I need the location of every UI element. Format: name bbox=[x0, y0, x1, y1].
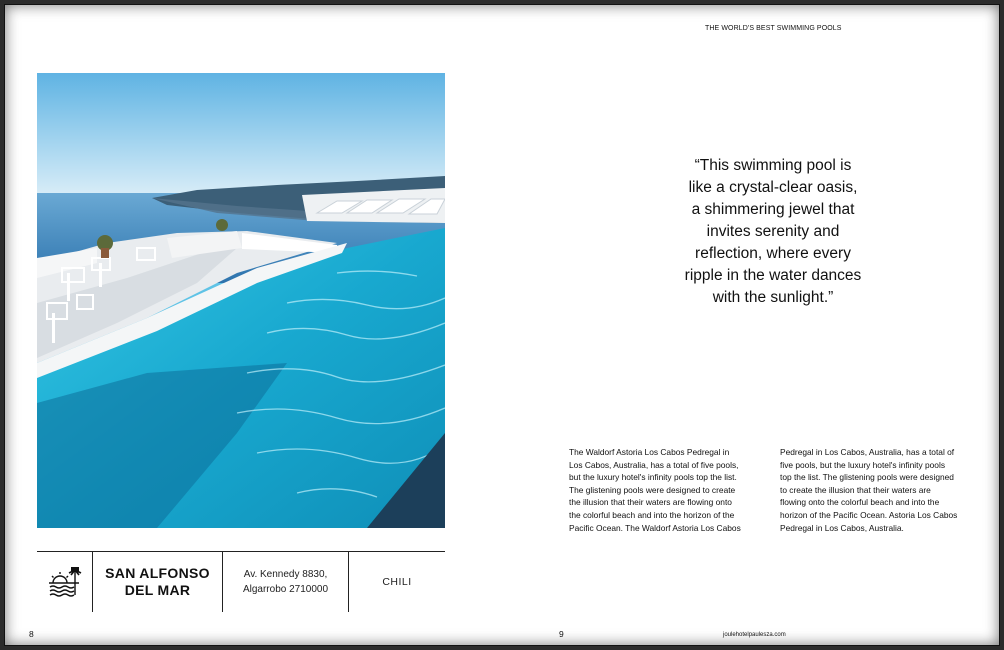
infinity-pool-photo bbox=[37, 73, 445, 528]
body-line: but the luxury hotel's infinity pools top the list. bbox=[569, 472, 737, 483]
info-icon-cell bbox=[37, 552, 93, 612]
pull-quote bbox=[645, 155, 901, 309]
body-line: the colorful beach and into the horizon of the bbox=[569, 509, 735, 520]
body-line: five pools, but the luxury hotel's infinity pools bbox=[780, 459, 946, 470]
address-cell bbox=[223, 552, 349, 612]
page-number-right: 9 bbox=[559, 629, 564, 639]
country-label: CHILI bbox=[382, 576, 412, 588]
running-head: THE WORLD'S BEST SWIMMING POOLS bbox=[705, 25, 842, 32]
quote-line: like a crystal-clear oasis, bbox=[688, 179, 858, 196]
body-line: Los Cabos, Australia, has a total of five pools, bbox=[569, 459, 739, 470]
body-text-column-left bbox=[569, 446, 769, 534]
beach-sunset-icon bbox=[47, 564, 83, 600]
quote-line: invites serenity and bbox=[706, 223, 840, 240]
body-line: horizon of the Pacific Ocean. Astoria Los Cabos bbox=[780, 509, 958, 520]
hotel-name-cell bbox=[93, 552, 223, 612]
body-text-column-right bbox=[780, 446, 980, 534]
body-line: The Waldorf Astoria Los Cabos Pedregal in bbox=[569, 447, 730, 457]
hotel-name-line-1: SAN ALFONSO bbox=[105, 565, 210, 581]
hotel-name-line-2: DEL MAR bbox=[124, 582, 191, 598]
country-cell bbox=[349, 552, 445, 612]
quote-line: “This swimming pool is bbox=[694, 157, 852, 174]
page-number-left: 8 bbox=[29, 629, 34, 639]
location-info-bar bbox=[37, 551, 445, 612]
body-line: top the list. The glistening pools were designed bbox=[780, 472, 954, 483]
body-line: Pacific Ocean. The Waldorf Astoria Los Cabos bbox=[569, 522, 741, 533]
magazine-spread bbox=[4, 4, 1000, 646]
address-line-1: Av. Kennedy 8830, bbox=[243, 569, 328, 580]
body-line: Pedregal in Los Cabos, Australia, has a total of bbox=[780, 447, 955, 457]
pool-photo-graphic bbox=[37, 73, 445, 528]
quote-line: with the sunlight.” bbox=[712, 289, 834, 306]
quote-line: a shimmering jewel that bbox=[691, 201, 855, 218]
body-line: the illusion that their waters are flowing onto bbox=[569, 497, 732, 508]
body-line: flowing onto the colorful beach and into the bbox=[780, 497, 940, 508]
body-line: Pedregal in Los Cabos, Australia. bbox=[780, 522, 904, 533]
body-line: to create the illusion that their waters are bbox=[780, 484, 931, 495]
address-line-2: Algarrobo 2710000 bbox=[242, 584, 329, 595]
body-line: The glistening pools were designed to create bbox=[569, 484, 736, 495]
website-url: joulehotelpaulesza.com bbox=[723, 632, 786, 638]
quote-line: ripple in the water dances bbox=[684, 267, 862, 284]
quote-line: reflection, where every bbox=[695, 245, 851, 262]
